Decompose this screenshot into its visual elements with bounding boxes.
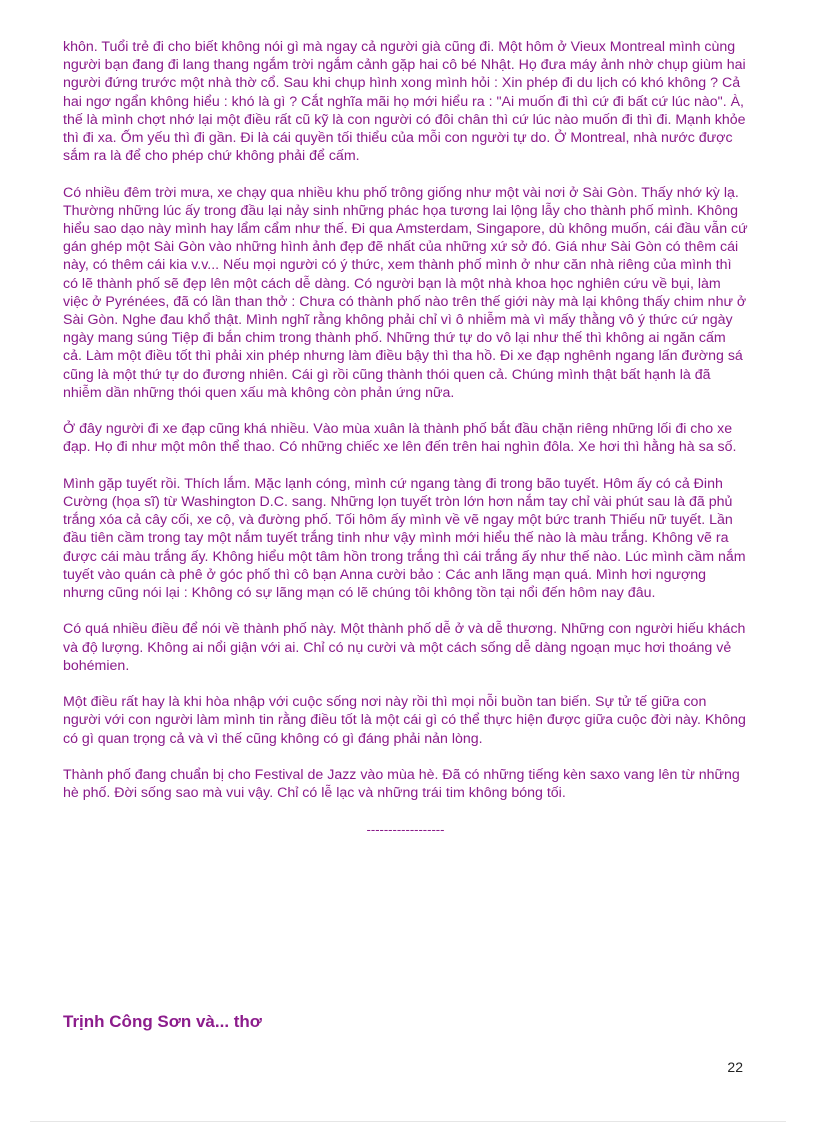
paragraph-7: Thành phố đang chuẩn bị cho Festival de Jazz vào mùa hè. Đã có những tiếng kèn saxo vang lên từ những hè phố. Đời sống sao mà vui vậy. Chỉ có lễ lạc và những trái tim không bóng tối. xyxy=(63,767,740,802)
page-number: 22 xyxy=(727,1059,743,1075)
paragraph-1: khôn. Tuổi trẻ đi cho biết không nói gì mà ngay cả người già cũng đi. Một hôm ở Vieux Montreal mình cùng người bạn đang đi lang thang ngắm trời ngắm cảnh gặp hai cô bé Nhật. Họ đưa máy ảnh nhờ chụp giùm hai người đứng trước một nhà thờ cổ. Sau khi chụp hình xong mình hỏi : Xin phép đi du lịch có khó không ? Cả hai ngơ ngẩn không hiểu : khó là gì ? Cắt nghĩa mãi họ mới hiểu ra : "Ai muốn đi thì cứ đi bất cứ lúc nào". À, thế là mình chợt nhớ lại một điều rất cũ kỹ là con người có đôi chân thì cứ lúc nào muốn đi thì đi. Mạnh khỏe thì đi xa. Ốm yếu thì đi gần. Đi là cái quyền tối thiểu của mỗi con người tự do. Ở Montreal, nhà nước được sắm ra là để cho phép chứ không phải để cấm. xyxy=(63,39,746,165)
body-text xyxy=(63,38,748,839)
paragraph-6: Một điều rất hay là khi hòa nhập với cuộc sống nơi này rồi thì mọi nỗi buồn tan biến. Sự tử tế giữa con người với con người làm mình tin rằng điều tốt là một cái gì có thể thực hiện được giữa cuộc đời này. Không có gì quan trọng cả và vì thế cũng không có gì đáng phải nản lòng. xyxy=(63,694,746,747)
paragraph-5: Có quá nhiều điều để nói về thành phố này. Một thành phố dễ ở và dễ thương. Những con người hiếu khách và độ lượng. Không ai nổi giận với ai. Chỉ có nụ cười và một cách sống dễ dàng ngoạn mục hơi thoáng vẻ bohémien. xyxy=(63,621,746,674)
paragraph-2: Có nhiều đêm trời mưa, xe chạy qua nhiều khu phố trông giống như một vài nơi ở Sài Gòn. Thấy nhớ kỳ lạ. Thường những lúc ấy trong đầu lại nảy sinh những phác họa tương lai lộng lẫy cho thành phố mình. Không hiểu sao dạo này mình hay lẩm cẩm như thế. Đi qua Amsterdam, Singapore, dù không muốn, cái đầu vẫn cứ gán ghép một Sài Gòn vào những hình ảnh đẹp đẽ nhất của những xứ sở đó. Giá như Sài Gòn có thêm cái này, có thêm cái kia v.v... Nếu mọi người có ý thức, xem thành phố mình ở như căn nhà riêng của mình thì có lẽ thành phố sẽ đẹp lên một cách dễ dàng. Có người bạn là một nhà khoa học nghiên cứu về bụi, làm việc ở Pyrénées, đã có lần than thở : Chưa có thành phố nào trên thế giới này mà lại không thấy chim như ở Sài Gòn. Nghe đau khổ thật. Mình nghĩ rằng không phải chỉ vì ô nhiễm mà vì mấy thằng vô ý thức cứ ngày ngày mang súng Tiệp đi bắn chim trong thành phố. Những thứ tự do vô lại như thế thì không ai ngăn cấm cả. Làm một điều tốt thì phải xin phép nhưng làm điều bậy thì tha hồ. Đi xe đạp nghênh ngang lấn đường sá cũng là một thứ tự do đương nhiên. Cái gì rồi cũng thành thói quen cả. Chúng mình thật bất hạnh là đã nhiễm dần những thói quen xấu mà không còn phản ứng nữa. xyxy=(63,184,748,401)
footer-divider xyxy=(30,1121,786,1122)
section-heading: Trịnh Công Sơn và... thơ xyxy=(63,1012,262,1031)
section-separator: ------------------ xyxy=(366,821,445,837)
paragraph-4: Mình gặp tuyết rồi. Thích lắm. Mặc lạnh cóng, mình cứ ngang tàng đi trong bão tuyết. Hôm ấy có cả Đinh Cường (họa sĩ) từ Washington D.C. sang. Những lọn tuyết tròn lớn hơn nắm tay chỉ vài phút sau là đã phủ trắng xóa cả cây cối, xe cộ, và đường phố. Tối hôm ấy mình về vẽ ngay một bức tranh Thiếu nữ tuyết. Lần đầu tiên cầm trong tay một nắm tuyết trắng tinh như vậy mình mới hiểu thế nào là màu trắng. Không vẽ ra được cái màu trắng ấy. Không hiểu một tâm hồn trong trắng thì cái trắng ấy như thế nào. Lúc mình cầm nắm tuyết vào quán cà phê ở góc phố thì cô bạn Anna cười bảo : Các anh lãng mạn quá. Mình hơi ngượng nhưng cũng nói lại : Không có sự lãng mạn có lẽ chúng tôi không tồn tại nổi đến hôm nay đâu. xyxy=(63,475,746,602)
paragraph-3: Ở đây người đi xe đạp cũng khá nhiều. Vào mùa xuân là thành phố bắt đầu chặn riêng những lối đi cho xe đạp. Họ đi như một môn thể thao. Có những chiếc xe lên đến trên hai nghìn đôla. Xe hơi thì hằng hà sa số. xyxy=(63,421,737,456)
